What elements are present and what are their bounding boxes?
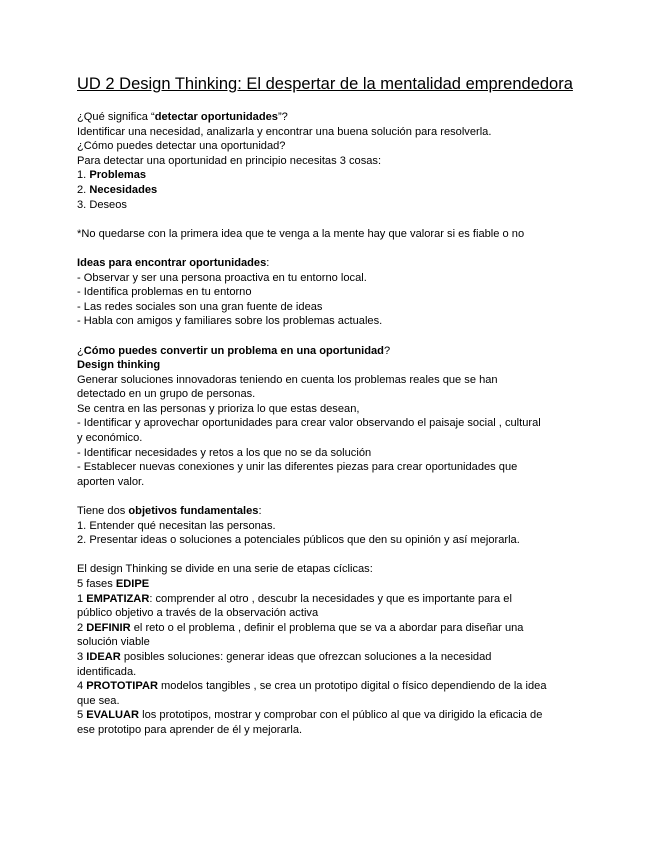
blank-line <box>77 329 577 344</box>
text-run: - Identificar y aprovechar oportunidades para crear valor observando el paisaje social , cultural <box>77 417 541 430</box>
text-run: ”? <box>277 111 288 123</box>
text-line <box>77 256 577 271</box>
text-line <box>77 271 577 286</box>
text-run: Se centra en las personas y prioriza lo que estas desean, <box>77 402 360 415</box>
text-run: - Habla con amigos y familiares sobre los problemas actuales. <box>77 315 383 328</box>
text-line <box>77 665 577 680</box>
bold-text: EMPATIZAR <box>86 592 150 605</box>
bold-text: objetivos fundamentales <box>128 505 259 518</box>
text-line <box>77 373 577 388</box>
text-run: que sea. <box>77 694 120 707</box>
text-line <box>77 460 577 475</box>
bold-text: DEFINIR <box>86 621 131 634</box>
text-run: 5 fases <box>77 578 116 590</box>
text-run: El design Thinking se divide en una serie de etapas cíclicas: <box>77 563 373 576</box>
bold-text: IDEAR <box>86 650 121 663</box>
document-title: UD 2 Design Thinking: El despertar de la mentalidad emprendedora <box>77 75 573 93</box>
text-run: *No quedarse con la primera idea que te venga a la mente hay que valorar si es fiable o no <box>77 227 525 240</box>
text-run: - Observar y ser una persona proactiva en tu entorno local. <box>77 271 367 284</box>
text-line <box>77 154 577 169</box>
text-run: Tiene dos <box>77 505 129 518</box>
text-line <box>77 300 577 315</box>
blank-line <box>77 548 577 563</box>
text-line <box>77 416 577 431</box>
text-line <box>77 635 577 650</box>
text-run: ¿Cómo puedes detectar una oportunidad? <box>77 140 286 153</box>
text-line <box>77 358 577 373</box>
bold-text: Cómo puedes convertir un problema en una oportunidad <box>83 344 384 357</box>
text-run: Identificar una necesidad, analizarla y encontrar una buena solución para resolverla. <box>77 125 492 138</box>
text-line <box>77 519 577 534</box>
text-line <box>77 139 577 154</box>
text-line <box>77 314 577 329</box>
text-run: : comprender al otro , descubr la necesidades y que es importante para el <box>149 592 512 605</box>
text-run: ese prototipo para aprender de él y mejorarla. <box>77 723 303 736</box>
text-line <box>77 708 577 723</box>
text-run: - Establecer nuevas conexiones y unir las diferentes piezas para crear oportunidades que <box>77 461 518 474</box>
text-run: 2 <box>77 621 87 634</box>
text-line <box>77 504 577 519</box>
text-run: ¿Qué significa “ <box>77 111 155 123</box>
text-line <box>77 110 577 125</box>
text-run: 2. <box>77 183 90 196</box>
text-run: 4 <box>77 680 87 693</box>
text-line <box>77 431 577 446</box>
text-run: ? <box>383 344 391 357</box>
text-line <box>77 402 577 417</box>
text-line <box>77 168 577 183</box>
text-run: 5 <box>77 709 87 722</box>
text-run: Generar soluciones innovadoras teniendo en cuenta los problemas reales que se han <box>77 373 498 386</box>
text-run: Para detectar una oportunidad en principio necesitas 3 cosas: <box>77 154 382 167</box>
text-run: identificada. <box>77 665 137 678</box>
text-line <box>77 285 577 300</box>
text-run: - Identificar necesidades y retos a los que no se da solución <box>77 446 372 459</box>
text-line <box>77 227 577 242</box>
bold-text: EDIPE <box>115 578 150 590</box>
text-line <box>77 679 577 694</box>
text-run: 1. Entender qué necesitan las personas. <box>77 519 276 532</box>
bold-text: Ideas para encontrar oportunidades <box>77 256 267 269</box>
document-body <box>77 110 577 738</box>
bold-text: Design thinking <box>77 359 161 372</box>
text-run: 3 <box>77 650 87 663</box>
text-line <box>77 344 577 359</box>
text-run: : <box>266 256 270 269</box>
text-line <box>77 621 577 636</box>
text-line <box>77 723 577 738</box>
text-line <box>77 475 577 490</box>
text-run: - Identifica problemas en tu entorno <box>77 286 252 299</box>
text-run: 1. <box>77 169 90 182</box>
bold-text: Problemas <box>89 169 147 182</box>
text-run: solución viable <box>77 636 150 649</box>
text-run: 3. Deseos <box>77 198 127 211</box>
text-line <box>77 183 577 198</box>
text-run: ¿ <box>77 344 84 357</box>
text-line <box>77 198 577 213</box>
bold-text: EVALUAR <box>86 709 140 722</box>
text-line <box>77 562 577 577</box>
bold-text: PROTOTIPAR <box>86 680 158 693</box>
text-run: público objetivo a través de la observación activa <box>77 607 319 620</box>
text-run: : <box>258 505 262 518</box>
text-run: - Las redes sociales son una gran fuente de ideas <box>77 300 323 313</box>
blank-line <box>77 241 577 256</box>
text-run: y económico. <box>77 432 143 445</box>
text-run: el reto o el problema , definir el problema que se va a abordar para diseñar una <box>130 621 524 634</box>
text-line <box>77 606 577 621</box>
text-line <box>77 446 577 461</box>
text-line <box>77 650 577 665</box>
bold-text: Necesidades <box>89 183 158 196</box>
text-line <box>77 694 577 709</box>
text-run: detectado en un grupo de personas. <box>77 388 256 401</box>
text-line <box>77 533 577 548</box>
text-line <box>77 592 577 607</box>
text-run: 1 <box>77 592 87 605</box>
bold-text: detectar oportunidades <box>154 111 278 123</box>
text-line <box>77 125 577 140</box>
text-run: los prototipos, mostrar y comprobar con el público al que va dirigido la eficacia de <box>139 709 543 722</box>
text-line <box>77 577 577 592</box>
text-run: 2. Presentar ideas o soluciones a potenciales públicos que den su opinión y así mejorarla. <box>77 534 520 547</box>
text-run: aporten valor. <box>77 475 145 488</box>
text-run: posibles soluciones: generar ideas que ofrezcan soluciones a la necesidad <box>120 650 492 663</box>
blank-line <box>77 212 577 227</box>
blank-line <box>77 489 577 504</box>
text-line <box>77 387 577 402</box>
text-run: modelos tangibles , se crea un prototipo digital o físico dependiendo de la idea <box>157 680 547 693</box>
